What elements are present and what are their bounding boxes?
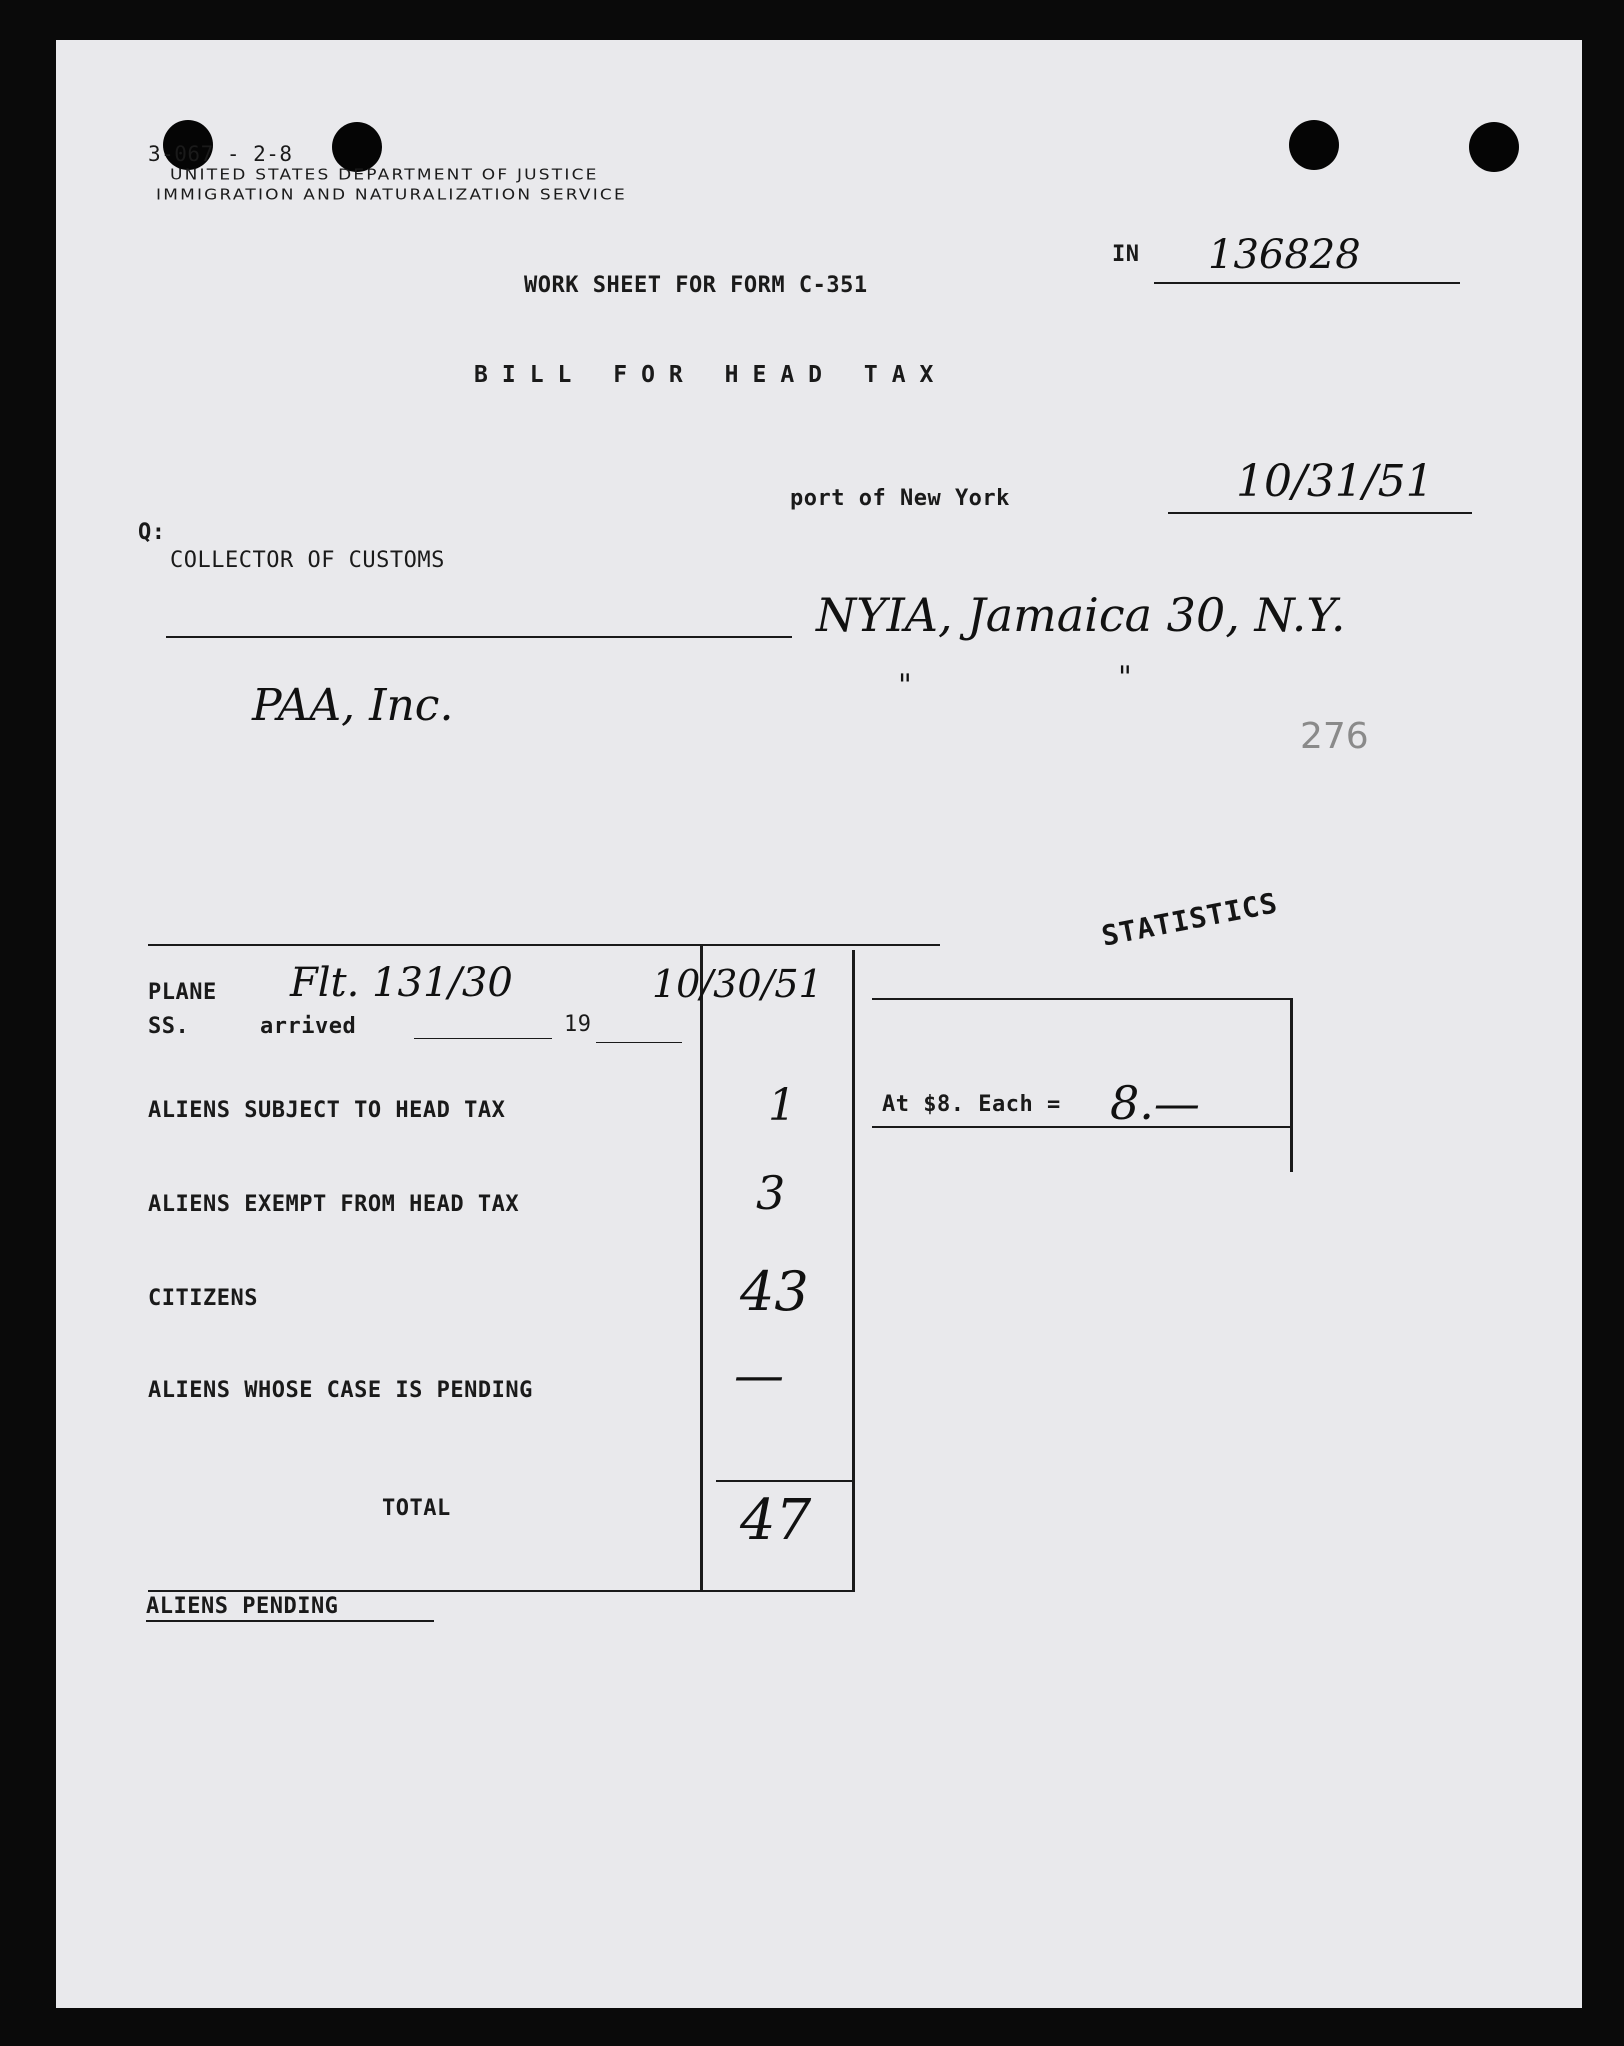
row-label-pending: ALIENS WHOSE CASE IS PENDING: [148, 1378, 533, 1403]
year-prefix: 19: [564, 1012, 592, 1037]
row-value-subject: 1: [768, 1080, 796, 1131]
total-value: 47: [740, 1488, 812, 1553]
port-label: port of New York: [790, 486, 1010, 511]
in-number: 136828: [1208, 232, 1361, 278]
tax-label: At $8. Each =: [882, 1092, 1061, 1117]
row-label-exempt: ALIENS EXEMPT FROM HEAD TAX: [148, 1192, 520, 1217]
year-underline: [596, 1042, 682, 1043]
arrived-label: arrived: [260, 1014, 357, 1039]
handwritten-flight: Flt. 131/30: [290, 960, 513, 1006]
row-value-exempt: 3: [756, 1166, 786, 1220]
aliens-pending-underline: [146, 1620, 434, 1622]
in-underline: [1154, 282, 1460, 284]
ditto-mark: ": [1118, 660, 1132, 695]
worksheet-title: WORK SHEET FOR FORM C-351: [524, 273, 868, 298]
tax-box-bottom: [872, 1126, 1292, 1128]
plane-label: PLANE: [148, 980, 217, 1005]
punch-hole: [332, 122, 382, 172]
agency-line-1: UNITED STATES DEPARTMENT OF JUSTICE: [170, 166, 599, 184]
handwritten-address: NYIA, Jamaica 30, N.Y.: [816, 588, 1346, 642]
tax-amount: 8.—: [1110, 1076, 1200, 1130]
table-top-rule: [148, 944, 940, 946]
row-label-subject: ALIENS SUBJECT TO HEAD TAX: [148, 1098, 506, 1123]
ss-label: SS.: [148, 1014, 190, 1039]
handwritten-date: 10/31/51: [1236, 456, 1434, 507]
row-value-citizens: 43: [740, 1260, 809, 1323]
stamped-number: 276: [1300, 716, 1369, 757]
bill-title: BILL FOR HEAD TAX: [474, 362, 948, 388]
tax-box-right: [1290, 998, 1293, 1172]
table-divider: [700, 944, 703, 1592]
table-right-edge: [852, 950, 855, 1592]
total-separator: [716, 1480, 852, 1482]
ditto-mark: ": [898, 668, 912, 703]
punch-hole: [1289, 120, 1339, 170]
punch-hole: [1469, 122, 1519, 172]
handwritten-carrier: PAA, Inc.: [252, 680, 454, 731]
total-label: TOTAL: [382, 1496, 451, 1521]
collector-label: COLLECTOR OF CUSTOMS: [170, 548, 445, 573]
in-label: IN: [1112, 242, 1140, 267]
date-underline: [1168, 512, 1472, 514]
to-prefix: Q:: [138, 520, 166, 545]
agency-line-2: IMMIGRATION AND NATURALIZATION SERVICE: [156, 186, 627, 204]
aliens-pending-label: ALIENS PENDING: [146, 1594, 339, 1619]
form-number: 3-067 - 2-8: [148, 142, 293, 166]
address-line: [166, 636, 792, 638]
table-bottom-rule: [148, 1590, 854, 1592]
row-value-pending: —: [734, 1346, 784, 1404]
statistics-stamp: STATISTICS: [1098, 886, 1281, 953]
tax-box-top: [872, 998, 1292, 1000]
handwritten-arrival-date: 10/30/51: [652, 962, 823, 1006]
row-label-citizens: CITIZENS: [148, 1286, 258, 1311]
document-page: [56, 40, 1582, 2008]
arrived-underline: [414, 1038, 552, 1039]
